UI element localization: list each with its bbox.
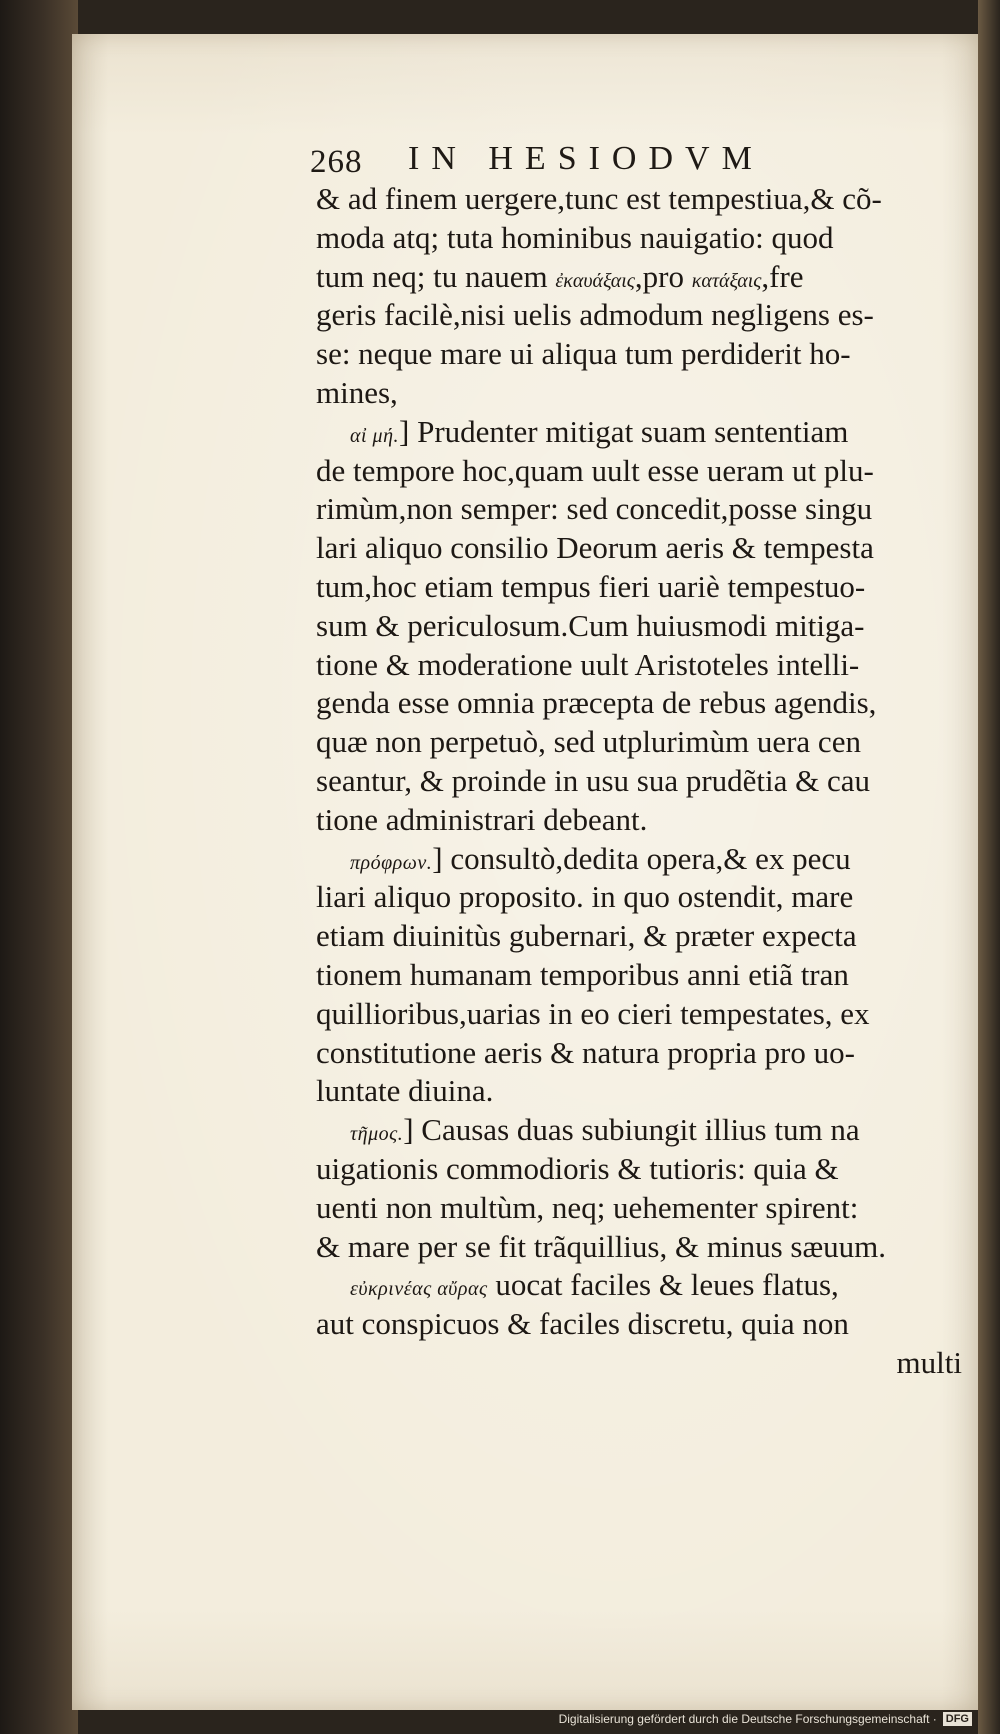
text-line: tum neq; tu nauem ἐκαυάξαις,pro κατάξαις,fre [316,258,804,294]
digitization-credit [559,1712,972,1726]
text-line: luntate diuina. [316,1073,494,1109]
page-number: 268 [310,144,363,180]
text-line: de tempore hoc,quam uult esse ueram ut plu- [316,452,874,488]
text-line: sum & periculosum.Cum huiusmodi mitiga- [316,607,865,643]
credit-text: Digitalisierung gefördert durch die Deutsche Forschungsgemeinschaft · [558,1712,937,1726]
text-line: seantur, & proinde in usu sua prudẽtia & cau [316,762,871,798]
text-line: constitutione aeris & natura propria pro uo- [316,1034,855,1070]
text-line: & mare per se fit trãquillius, & minus sæuum. [316,1228,886,1264]
lemma-line: τῆμος.] Causas duas subiungit illius tum na [350,1112,860,1148]
greek-lemma: εὐκρινέας αὔρας [350,1278,488,1301]
greek-word: ἐκαυάξαις [555,269,635,292]
running-title: IN HESIODVM [408,140,764,177]
text-line: tione administrari debeant. [316,801,648,837]
greek-lemma: τῆμος. [350,1123,404,1146]
greek-lemma: πρόφρων. [350,851,433,874]
text-line: tione & moderatione uult Aristoteles intelli- [316,646,860,682]
text-line: tionem humanam temporibus anni etiã tran [316,956,849,992]
book-edge-right [978,0,1000,1734]
greek-word: κατάξαις [691,269,762,292]
text-line: lari aliquo consilio Deorum aeris & tempesta [316,530,874,566]
book-edge-left [0,0,78,1734]
text-line: se: neque mare ui aliqua tum perdiderit ho- [316,336,851,372]
text-line: mines, [316,374,398,410]
page-header [238,140,938,184]
greek-lemma: αἰ μή. [350,424,400,447]
text-line: liari aliquo proposito. in quo ostendit, mare [316,879,854,915]
text-line: aut conspicuos & faciles discretu, quia non [316,1306,849,1342]
catchword: multi [896,1344,962,1380]
text-line: tum,hoc etiam tempus fieri uariè tempestuo- [316,568,866,604]
lemma-line: αἰ μή.] Prudenter mitigat suam sententiam [350,413,849,449]
text-line: moda atq; tuta hominibus nauigatio: quod [316,219,834,255]
text-line: uenti non multùm, neq; uehementer spirent: [316,1189,859,1225]
text-line: uigationis commodioris & tutioris: quia & [316,1150,839,1186]
text-line: geris facilè,nisi uelis admodum negligens es- [316,297,874,333]
text-line: genda esse omnia præcepta de rebus agendis, [316,685,877,721]
main-text [316,180,962,1383]
text-line: quillioribus,uarias in eo cieri tempestates, ex [316,995,870,1031]
text-line: quæ non perpetuò, sed utplurimùm uera cen [316,724,861,760]
text-line: etiam diuinitùs gubernari, & præter expecta [316,918,857,954]
lemma-line: εὐκρινέας αὔρας uocat faciles & leues flatus, [350,1267,839,1303]
text-line: rimùm,non semper: sed concedit,posse singu [316,491,873,527]
dfg-logo: DFG [943,1712,972,1726]
lemma-line: πρόφρων.] consultò,dedita opera,& ex pecu [350,840,851,876]
text-line: & ad finem uergere,tunc est tempestiua,& cõ- [316,181,882,216]
